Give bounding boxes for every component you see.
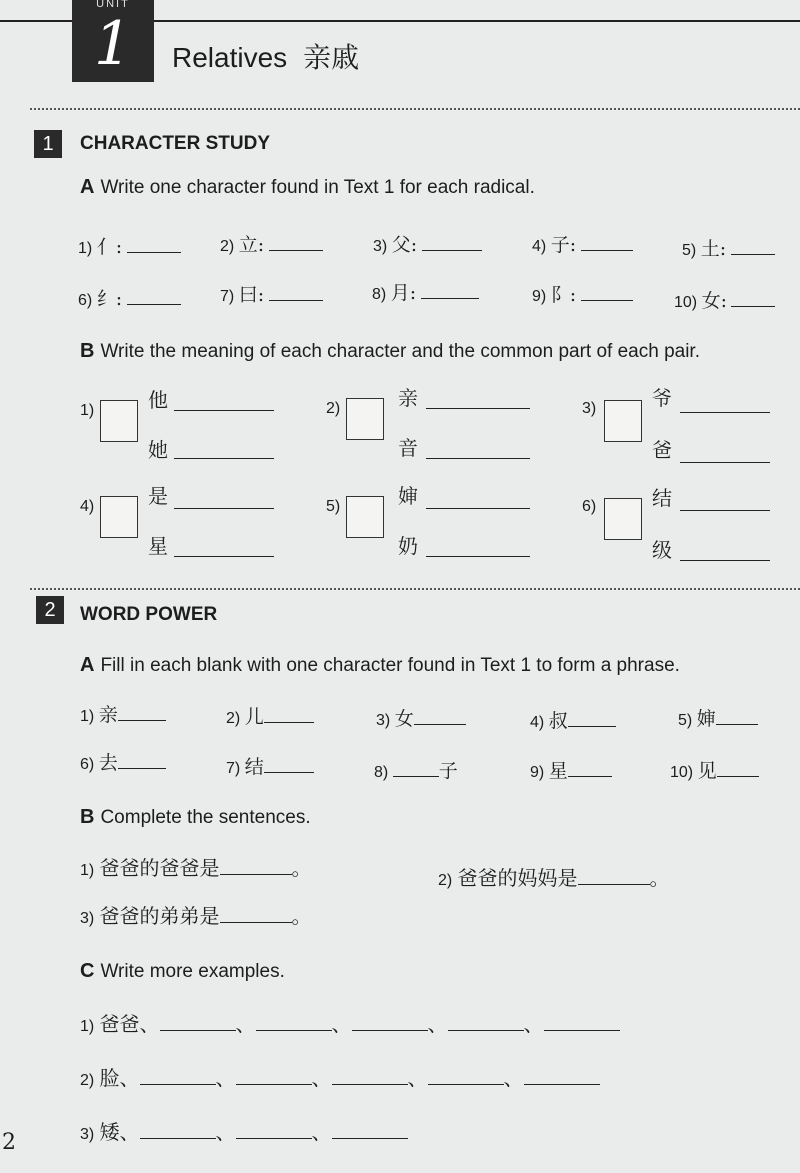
pair-char-bottom: 音 — [398, 436, 418, 460]
pair-char-top: 爷 — [652, 386, 672, 410]
example-row: 1) 爸爸、 、 、 、 、 — [80, 1008, 620, 1037]
part-c-heading — [80, 960, 285, 983]
sentence-item: 2) 爸爸的妈妈是 。 — [438, 866, 670, 890]
section-divider — [30, 588, 800, 590]
page-number: 2 — [2, 1130, 16, 1155]
phrase-item: 1) 亲 — [80, 700, 166, 727]
answer-blank[interactable] — [422, 249, 482, 251]
answer-blank[interactable] — [568, 775, 612, 777]
part-instruction: Complete the sentences. — [100, 807, 311, 828]
answer-blank[interactable] — [236, 1083, 312, 1085]
radical-item: 6) 纟: — [78, 284, 181, 311]
common-part-box[interactable] — [604, 400, 642, 442]
answer-blank[interactable] — [731, 253, 775, 255]
answer-blank[interactable] — [332, 1083, 408, 1085]
answer-blank[interactable] — [524, 1083, 600, 1085]
part-letter: C — [80, 960, 95, 982]
sentence-item: 1) 爸爸的爸爸是 。 — [80, 856, 312, 880]
part-letter: A — [80, 176, 95, 198]
common-part-box[interactable] — [100, 496, 138, 538]
sentence-item: 3) 爸爸的弟弟是 。 — [80, 904, 312, 928]
phrase-item: 5) 婶 — [678, 704, 758, 731]
phrase-item: 7) 结 — [226, 752, 314, 779]
meaning-line[interactable] — [680, 412, 770, 413]
meaning-line[interactable] — [174, 556, 274, 557]
pair-number: 3) — [582, 400, 597, 417]
meaning-line[interactable] — [680, 462, 770, 463]
answer-blank[interactable] — [414, 723, 466, 725]
answer-blank[interactable] — [352, 1029, 428, 1031]
common-part-box[interactable] — [346, 398, 384, 440]
part-a-heading — [80, 176, 535, 199]
section-1-title: CHARACTER STUDY — [80, 133, 270, 154]
radical-item: 2) 立: — [220, 230, 323, 257]
unit-tab — [72, 0, 154, 82]
answer-blank[interactable] — [264, 771, 314, 773]
answer-blank[interactable] — [264, 721, 314, 723]
part-letter: A — [80, 654, 95, 676]
answer-blank[interactable] — [160, 1029, 236, 1031]
section-1-number: 1 — [34, 130, 62, 158]
answer-blank[interactable] — [127, 303, 181, 305]
answer-blank[interactable] — [731, 305, 775, 307]
pair-number: 4) — [80, 498, 95, 515]
answer-blank[interactable] — [568, 725, 616, 727]
section-2-title: WORD POWER — [80, 604, 218, 625]
part-b-heading — [80, 340, 700, 363]
answer-blank[interactable] — [578, 883, 650, 885]
answer-blank[interactable] — [127, 251, 181, 253]
title-english: Relatives — [172, 42, 288, 73]
phrase-item: 3) 女 — [376, 704, 466, 731]
radical-item: 5) 土: — [682, 234, 775, 261]
pair-char-top: 亲 — [398, 386, 418, 410]
radical-item: 10) 女: — [674, 286, 775, 313]
title-chinese: 亲戚 — [303, 41, 360, 74]
pair-char-bottom: 奶 — [398, 534, 418, 558]
phrase-item: 10) 见 — [670, 756, 759, 783]
part-letter: B — [80, 806, 95, 828]
answer-blank[interactable] — [269, 249, 323, 251]
common-part-box[interactable] — [604, 498, 642, 540]
answer-blank[interactable] — [220, 921, 292, 923]
pair-char-top: 结 — [652, 486, 672, 510]
example-row: 3) 矮、 、 、 — [80, 1116, 408, 1145]
part-instruction: Fill in each blank with one character found in Text 1 to form a phrase. — [100, 655, 680, 676]
answer-blank[interactable] — [717, 775, 759, 777]
meaning-line[interactable] — [426, 408, 530, 409]
pair-char-bottom: 星 — [148, 534, 168, 558]
radical-item: 1) 亻: — [78, 232, 181, 259]
answer-blank[interactable] — [421, 297, 479, 299]
meaning-line[interactable] — [174, 508, 274, 509]
radical-item: 9) 阝: — [532, 280, 633, 307]
radical-item: 3) 父: — [373, 230, 482, 257]
pair-number: 2) — [326, 400, 341, 417]
meaning-line[interactable] — [174, 410, 274, 411]
part-instruction: Write more examples. — [100, 961, 285, 982]
answer-blank[interactable] — [448, 1029, 524, 1031]
common-part-box[interactable] — [346, 496, 384, 538]
answer-blank[interactable] — [118, 719, 166, 721]
section-2-number: 2 — [36, 596, 64, 624]
page-title — [172, 36, 359, 76]
meaning-line[interactable] — [680, 560, 770, 561]
answer-blank[interactable] — [236, 1137, 312, 1139]
part-instruction: Write one character found in Text 1 for each radical. — [100, 177, 535, 198]
meaning-line[interactable] — [426, 556, 530, 557]
part-letter: B — [80, 340, 95, 362]
phrase-item: 6) 去 — [80, 748, 166, 775]
unit-label: UNIT — [96, 0, 130, 10]
pair-number: 1) — [80, 402, 95, 419]
pair-char-top: 婶 — [398, 484, 418, 508]
radical-item: 4) 子: — [532, 230, 633, 257]
unit-number: 1 — [93, 9, 133, 79]
meaning-line[interactable] — [426, 458, 530, 459]
pair-char-bottom: 级 — [652, 538, 672, 562]
answer-blank[interactable] — [269, 299, 323, 301]
part-instruction: Write the meaning of each character and the common part of each pair. — [100, 341, 700, 362]
radical-item: 7) 曰: — [220, 280, 323, 307]
answer-blank[interactable] — [544, 1029, 620, 1031]
part-a-heading — [80, 654, 680, 677]
pair-number: 6) — [582, 498, 597, 515]
meaning-line[interactable] — [680, 510, 770, 511]
answer-blank[interactable] — [393, 775, 439, 777]
answer-blank[interactable] — [581, 299, 633, 301]
answer-blank[interactable] — [140, 1137, 216, 1139]
pair-char-bottom: 她 — [148, 438, 168, 462]
meaning-line[interactable] — [174, 458, 274, 459]
pair-char-bottom: 爸 — [652, 438, 672, 462]
pair-char-top: 是 — [148, 484, 168, 508]
radical-item: 8) 月: — [372, 278, 479, 305]
pair-number: 5) — [326, 498, 341, 515]
pair-char-top: 他 — [148, 388, 168, 412]
phrase-item: 9) 星 — [530, 756, 612, 783]
example-row: 2) 脸、 、 、 、 、 — [80, 1062, 600, 1091]
answer-blank[interactable] — [581, 249, 633, 251]
answer-blank[interactable] — [428, 1083, 504, 1085]
section-divider — [30, 108, 800, 110]
answer-blank[interactable] — [220, 873, 292, 875]
answer-blank[interactable] — [332, 1137, 408, 1139]
meaning-line[interactable] — [426, 508, 530, 509]
answer-blank[interactable] — [140, 1083, 216, 1085]
phrase-item: 8) 子 — [374, 760, 458, 782]
phrase-item: 4) 叔 — [530, 706, 616, 733]
part-b-heading — [80, 806, 311, 829]
answer-blank[interactable] — [118, 767, 166, 769]
common-part-box[interactable] — [100, 400, 138, 442]
answer-blank[interactable] — [256, 1029, 332, 1031]
answer-blank[interactable] — [716, 723, 758, 725]
phrase-item: 2) 儿 — [226, 702, 314, 729]
